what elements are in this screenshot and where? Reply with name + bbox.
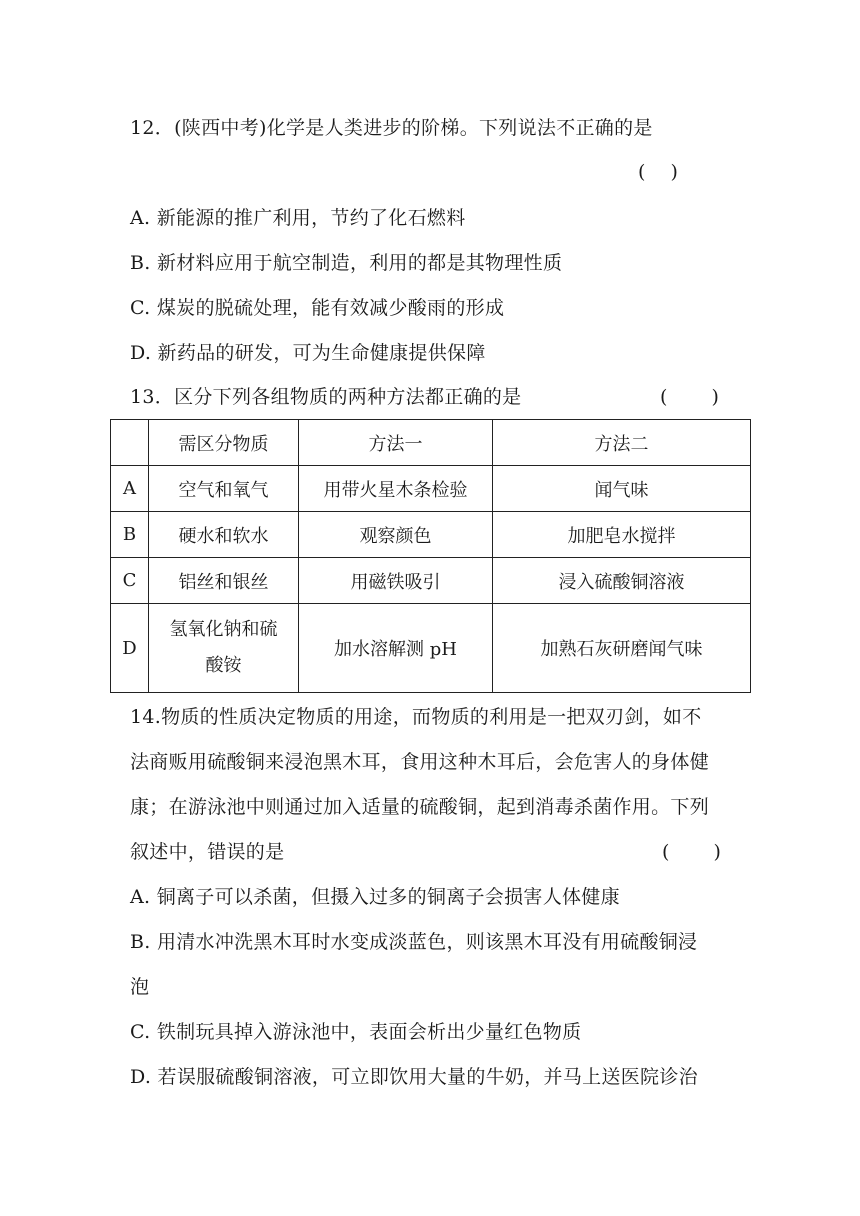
- table-row: [111, 558, 751, 604]
- table-header-cell: 方法一: [299, 420, 493, 466]
- table-cell: C: [111, 558, 149, 604]
- table-cell: 铝丝和银丝: [149, 558, 299, 604]
- q14-stem-line: 法商贩用硫酸铜来浸泡黑木耳，食用这种木耳后，会危害人的身体健: [130, 751, 710, 773]
- table-cell: 空气和氧气: [149, 466, 299, 512]
- q14-stem-line: 14.物质的性质决定物质的用途，而物质的利用是一把双刃剑，如不: [130, 706, 702, 728]
- q14-option-d: D. 若误服硫酸铜溶液，可立即饮用大量的牛奶，并马上送医院诊治: [130, 1066, 698, 1088]
- q14-option-b: B. 用清水冲洗黑木耳时水变成淡蓝色，则该黑木耳没有用硫酸铜浸: [130, 931, 698, 953]
- q12-option-c: C. 煤炭的脱硫处理，能有效减少酸雨的形成: [130, 297, 505, 319]
- table-header-cell: [111, 420, 149, 466]
- table-cell: 加熟石灰研磨闻气味: [493, 604, 751, 693]
- table-cell: D: [111, 604, 149, 693]
- table-cell: 氢氧化钠和硫酸铵: [149, 604, 299, 693]
- table-cell: 加水溶解测 pH: [299, 604, 493, 693]
- q14-stem-line: 康；在游泳池中则通过加入适量的硫酸铜，起到消毒杀菌作用。下列: [130, 796, 710, 818]
- table-header-cell: 方法二: [493, 420, 751, 466]
- q12-option-a: A. 新能源的推广利用，节约了化石燃料: [130, 207, 466, 229]
- q14-stem-line: 叙述中，错误的是: [130, 841, 285, 863]
- q14-option-b-cont: 泡: [130, 976, 150, 998]
- table-row: [111, 466, 751, 512]
- table-row: [111, 512, 751, 558]
- table-cell: A: [111, 466, 149, 512]
- q12-option-b: B. 新材料应用于航空制造，利用的都是其物理性质: [130, 252, 563, 274]
- q13-answer-paren: ( ): [660, 386, 719, 408]
- table-cell: 硬水和软水: [149, 512, 299, 558]
- table-row: [111, 604, 751, 693]
- q13-stem: 13．区分下列各组物质的两种方法都正确的是: [130, 386, 522, 408]
- table-cell: B: [111, 512, 149, 558]
- q14-option-c: C. 铁制玩具掉入游泳池中，表面会析出少量红色物质: [130, 1021, 582, 1043]
- table-header-row: [111, 420, 751, 466]
- table-cell: 加肥皂水搅拌: [493, 512, 751, 558]
- q12-answer-paren: ( ): [638, 161, 678, 183]
- q12-stem: 12．(陕西中考)化学是人类进步的阶梯。下列说法不正确的是: [130, 117, 653, 139]
- q14-answer-paren: ( ): [662, 841, 721, 863]
- table-cell: 闻气味: [493, 466, 751, 512]
- q12-option-d: D. 新药品的研发，可为生命健康提供保障: [130, 342, 486, 364]
- table-cell: 用带火星木条检验: [299, 466, 493, 512]
- q14-option-a: A. 铜离子可以杀菌，但摄入过多的铜离子会损害人体健康: [130, 886, 620, 908]
- q13-table: [110, 419, 751, 693]
- table-cell: 用磁铁吸引: [299, 558, 493, 604]
- table-cell: 浸入硫酸铜溶液: [493, 558, 751, 604]
- table-header-cell: 需区分物质: [149, 420, 299, 466]
- table-cell: 观察颜色: [299, 512, 493, 558]
